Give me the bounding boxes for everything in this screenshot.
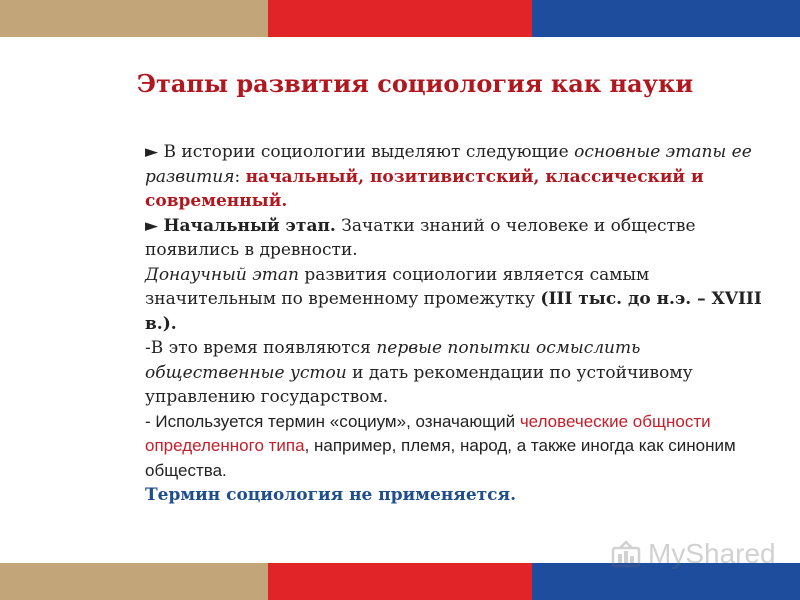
watermark-text: MyShared bbox=[648, 538, 776, 569]
slide-body bbox=[145, 140, 780, 508]
p4-text-a: -В это время появляются bbox=[145, 338, 377, 358]
p1-stages-list: начальный, позитивистский, классический и современный. bbox=[145, 166, 704, 211]
p4-italic: первые попытки осмыслить общественные устои bbox=[145, 338, 641, 383]
paragraph-prescientific-stage bbox=[145, 263, 780, 337]
p1-text-b: : bbox=[234, 166, 246, 187]
band-segment-red bbox=[268, 563, 532, 600]
p3-bold-period: (III тыс. до н.э. – XVIII в.). bbox=[145, 289, 762, 334]
p1-italic: основные этапы ее развития bbox=[145, 142, 752, 187]
p1-text-a: В истории социологии выделяют следующие bbox=[163, 142, 575, 162]
paragraph-socium-term bbox=[145, 410, 780, 484]
paragraph-conclusion: Термин социология не применяется. bbox=[145, 485, 516, 505]
p2-bold: Начальный этап. bbox=[163, 215, 336, 236]
band-segment-tan bbox=[0, 0, 268, 37]
p5-text-b: , например, племя, народ, а также иногда как синоним общества. bbox=[145, 436, 736, 480]
watermark bbox=[610, 538, 785, 574]
paragraph-initial-stage bbox=[145, 214, 780, 263]
top-color-band bbox=[0, 0, 800, 37]
paragraph-first-attempts bbox=[145, 336, 780, 410]
p5-text-a: - Используется термин «социум», означающий bbox=[145, 411, 520, 431]
arrow-bullet-icon: ► bbox=[145, 142, 159, 162]
p5-red: человеческие общности определенного типа bbox=[145, 411, 711, 455]
myshared-logo-icon bbox=[610, 540, 642, 570]
p3-italic: Донаучный этап bbox=[145, 264, 299, 285]
p4-text-b: и дать рекомендации по устойчивому управлению государством. bbox=[145, 362, 693, 407]
p3-text: развития социологии является самым значительным по временному промежутку bbox=[145, 264, 650, 309]
arrow-bullet-icon: ► bbox=[145, 215, 159, 236]
slide-title: Этапы развития социология как науки bbox=[136, 69, 694, 98]
p2-text: Зачатки знаний о человеке и обществе появились в древности. bbox=[145, 215, 696, 260]
paragraph-stages-intro bbox=[145, 140, 780, 214]
band-segment-tan bbox=[0, 563, 268, 600]
band-segment-blue bbox=[532, 0, 800, 37]
band-segment-red bbox=[268, 0, 532, 37]
